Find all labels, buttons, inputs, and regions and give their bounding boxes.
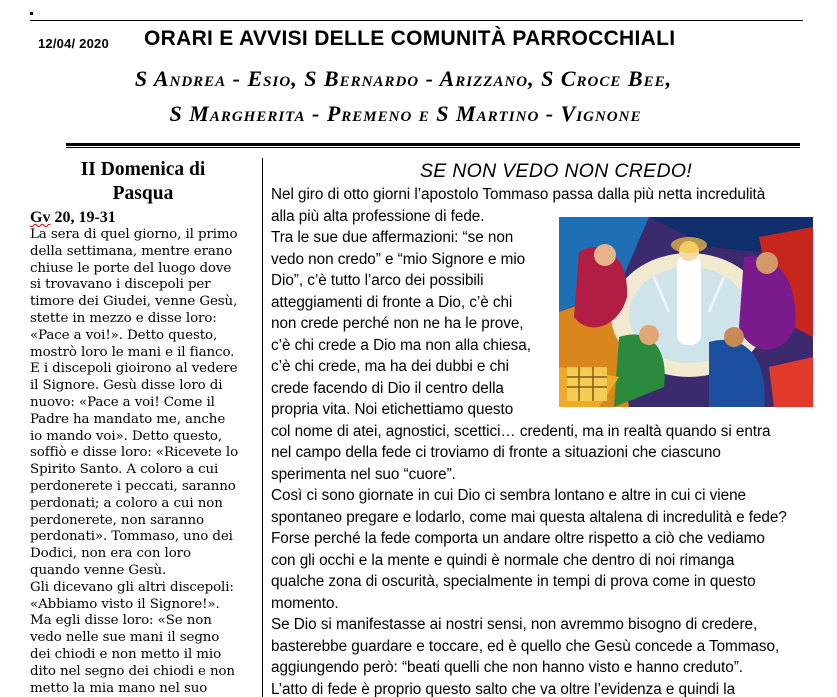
article-text-line: Dio”, c’è tutto l’arco dei possibili [271,272,484,289]
gospel-text-line: stette in mezzo e disse loro: [30,310,217,326]
gospel-text-line: timore dei Giudei, venne Gesù, [30,294,238,310]
gospel-text-line: dei chiodi e non metto il mio [30,646,222,662]
article-text-line: c’è chi crede, ma ha dei dubbi e chi [271,358,509,375]
article-text-line: Tra le sue due affermazioni: “se non [271,229,514,246]
article-text-line: aggiungendo però: “beati quelli che non hanno visto e hanno creduto”. [271,659,743,676]
bulletin-date: 12/04/ 2020 [38,36,109,51]
gospel-text-line: si trovavano i discepoli per [30,277,211,293]
bulletin-title: ORARI E AVVISI DELLE COMUNITÀ PARROCCHIALI [144,27,676,50]
article-text-line: spontaneo pregare e lodarlo, come mai questa altalena di incredulità e fede? [271,508,787,526]
gospel-text-line: perdonerete, non saranno [30,512,204,528]
gospel-column [30,158,256,697]
article-text-line: c’è chi crede a Dio ma non alla chiesa, [271,336,531,354]
article-text-line: sperimenta nel suo “cuore”. [271,465,456,483]
top-rule [30,20,803,21]
gospel-book: Gv [30,209,51,226]
gospel-text [30,227,256,697]
painting-image [559,217,813,407]
article-text-line: momento. [271,594,339,612]
gospel-text-line: Gli dicevano gli altri discepoli: [30,579,234,595]
article-text-line: con gli occhi e la mente e quindi è normale che dentro di noi rimanga [271,551,735,569]
article-text-line: atteggiamenti di fronte a Dio, c’è chi [271,293,513,311]
sunday-title-line: Pasqua [112,183,174,204]
article-text-line: non crede perché non ne ha le prove, [271,315,524,332]
gospel-text-line: La sera di quel giorno, il primo [30,227,238,242]
article-text-line: Se Dio si manifestasse ai nostri sensi, non avremmo bisogno di credere, [271,616,758,633]
gospel-text-line: Dodici, non era con loro [30,546,191,562]
article-text-line: qualche zona di oscurità, specialmente in tempi di prova come in questo [271,573,756,590]
gospel-text-line: perdonerete i peccati, saranno [30,478,236,494]
gospel-text-line: perdonati». Tommaso, uno dei [30,529,233,545]
article-text-line: vedo non credo” e “mio Signore e mio [271,250,526,268]
article-text-line: crede facendo di Dio il centro della [271,379,504,397]
gospel-text-line: «Abbiamo visto il Signore!». [30,596,220,612]
gospel-text-line: chiuse le porte del luogo dove [30,260,232,276]
parishes-line-1: S Andrea - Esio, S Bernardo - Arizzano, S Croce Bee, [134,66,673,91]
page-corner-mark [30,12,33,15]
gospel-text-line: io mando voi». Detto questo, [30,428,223,444]
header-double-rule [66,143,800,148]
sunday-title [30,158,256,206]
gospel-text-line: E i discepoli gioirono al vedere [30,361,238,377]
gospel-text-line: dito nel segno dei chiodi e non [30,663,235,679]
gospel-text-line: Ma egli disse loro: «Se non [30,613,212,629]
gospel-text-line: metto la mia mano nel suo [30,680,208,696]
article-text-line: alla più alta professione di fede. [271,207,485,225]
gospel-text-line: perdonati; a coloro a cui non [30,495,223,511]
article-text-line: Nel giro di otto giorni l’apostolo Tommaso passa dalla più netta incredulità [271,186,766,203]
article-text-line: nel campo della fede ci troviamo di fronte a situazioni che ciascuno [271,444,721,461]
gospel-text-line: il Signore. Gesù disse loro di [30,378,223,394]
resurrection-painting [559,217,813,407]
article-text-line: col nome di atei, agnostici, scettici… credenti, ma in realtà quando si entra [271,422,771,440]
article-text-line: Così ci sono giornate in cui Dio ci sembra lontano e altre in cui ci viene [271,487,746,504]
article-text-line: Forse perché la fede comporta un andare oltre rispetto a ciò che vediamo [271,530,765,547]
gospel-text-line: quando venne Gesù. [30,562,167,578]
sunday-title-line: II Domenica di [80,159,206,180]
gospel-text-line: Padre ha mandato me, anche [30,411,226,427]
article-text-bottom [271,421,831,697]
parishes-line-2: S Margherita - Premeno e S Martino - Vignone [169,101,642,126]
article-text-line: basterebbe guardare e toccare, ed è quello che Gesù concede a Tommaso, [271,637,780,655]
gospel-text-line: soffiò e disse loro: «Ricevete lo [30,445,239,461]
gospel-text-line: vedo nelle sue mani il segno [30,630,220,646]
gospel-text-line: nuovo: «Pace a voi! Come il [30,394,215,410]
gospel-text-line: della settimana, mentre erano [30,243,233,259]
gospel-text-line: Spirito Santo. A coloro a cui [30,462,219,478]
gospel-chapter-verses: 20, 19-31 [50,209,116,226]
gospel-reference [30,208,256,227]
column-divider [262,158,263,697]
article-text-line: L’atto di fede è proprio questo salto che va oltre l’evidenza e quindi la [271,680,736,697]
gospel-text-line: «Pace a voi!». Detto questo, [30,327,218,343]
gospel-text-line: mostrò loro le mani e il fianco. [30,344,235,360]
article-text-line: propria vita. Noi etichettiamo questo [271,401,514,418]
article-title: SE NON VEDO NON CREDO! [419,160,693,182]
